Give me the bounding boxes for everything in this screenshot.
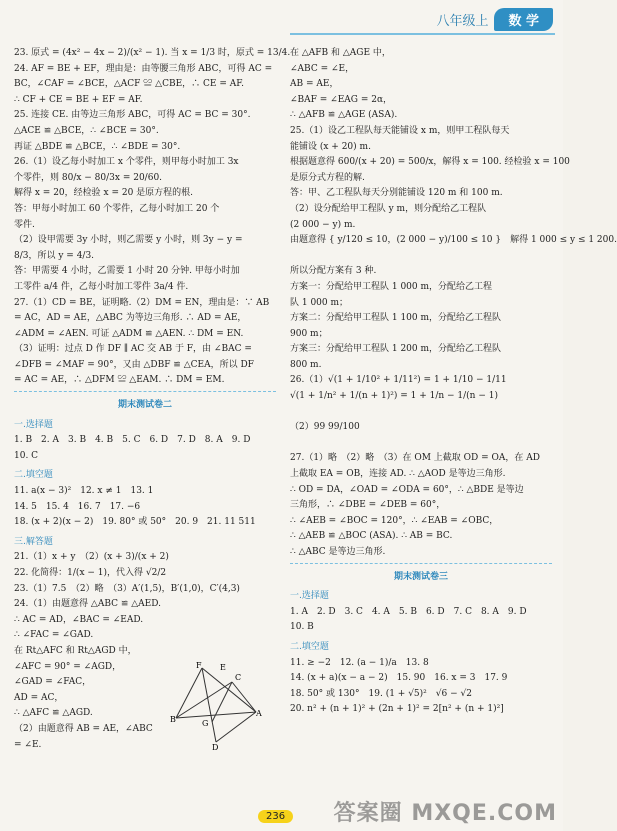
answer-line: 工零件 a/4 件，乙每小时加工零件 3a/4 件. [14,281,189,292]
answer-line: 队 1 000 m； [290,297,349,308]
answer-line: 三角形，∴ ∠DBE = ∠DEB = 60°， [290,500,446,511]
triangle-figure [172,660,262,750]
answer-line: （2）99 99/100 [290,422,360,433]
answer-line: ∴ △AFB ≌ △AGE (ASA). [290,110,398,121]
answer-line: ∠ADM = ∠AEN. 可证 △ADM ≌ △AEN. ∴ DM = EN. [14,328,244,339]
answer-line: √(1 + 1/n² + 1/(n + 1)²) = 1 + 1/n − 1/(n − 1) [290,391,498,402]
answer-line: 解得 x = 20，经检验 x = 20 是原方程的根. [14,188,194,199]
answer-line: 方案三：分配给甲工程队 1 200 m，分配给乙工程队 [290,344,502,355]
choice-answers-row2: 10. B [290,622,314,633]
choice-answers-row1: 1. B 2. A 3. B 4. B 5. C 6. D 7. D 8. A 9. D [14,435,251,446]
answer-line: BC，∠CAF = ∠BCE，△ACF ≌ △CBE，∴ CE = AF. [14,79,244,90]
watermark-logo: 答案圈 MXQE.COM [333,801,557,826]
answer-line: 11. ≥ −2 12. (a − 1)/a 13. 8 [290,657,429,668]
answer-line: 上截取 EA = OB，连接 AD. ∴ △AOD 是等边三角形. [290,469,506,480]
answer-line: 答：甲每小时加工 60 个零件，乙每小时加工 20 个 [14,203,220,214]
section-solve: 三.解答题 [14,536,53,547]
answer-line: 900 m； [290,328,328,339]
answer-line: （2）设分配给甲工程队 y m，则分配给乙工程队 [290,203,487,214]
answer-line: ∠ABC = ∠E， [290,63,355,74]
answer-line: ∠GAD = ∠FAC， [14,677,92,688]
answer-line: ∴ ∠FAC = ∠GAD. [14,630,94,641]
answer-line: 26.（1）√(1 + 1/10² + 1/11²) = 1 + 1/10 − 1/11 [290,375,507,386]
answer-line [290,249,552,265]
answer-line: 方案二：分配给甲工程队 1 100 m，分配给乙工程队 [290,313,502,324]
answer-line: 根据题意得 600/(x + 20) = 500/x，解得 x = 100. 经检验 x = 100 [290,157,570,168]
label-C: C [235,673,242,682]
label-F: F [196,661,202,670]
answer-line: 26.（1）设乙每小时加工 x 个零件，则甲每小时加工 3x [14,157,239,168]
answer-line: 在 △AFB 和 △AGE 中， [290,48,391,58]
answer-line: = AC = AE，∴ △DFM ≌ △EAM. ∴ DM = EM. [14,375,225,386]
answer-line: 答：甲需要 4 小时，乙需要 1 小时 20 分钟. 甲每小时加 [14,266,240,277]
answer-line: 在 Rt△AFC 和 Rt△AGD 中， [14,645,137,656]
answer-line: 再证 △BDE ≌ △BCE，∴ ∠BDE = 30°. [14,141,181,152]
answer-line: ∴ △AFC ≌ △AGD. [14,708,93,719]
answer-line: ∴ △AEB ≌ △BOC (ASA). ∴ AB = BC. [290,531,453,542]
label-E: E [220,663,226,672]
answer-line: 所以分配方案有 3 种. [290,266,377,277]
answer-line: ∴ △ABC 是等边三角形. [290,547,386,557]
label-B: B [170,715,176,724]
label-G: G [202,719,209,728]
answer-line: 方案一：分配给甲工程队 1 000 m，分配给乙工程 [290,281,493,292]
answer-line: 25. 连接 CE. 由等边三角形 ABC，可得 AC = BC = 30°. [14,110,251,121]
answer-line: 18. (x + 2)(x − 2) 19. 80° 或 50° 20. 9 21. 11 511 [14,517,256,528]
answer-line: 800 m. [290,359,322,370]
answer-line: 24.（1）由题意得 △ABC ≌ △AED. [14,599,161,610]
page-number: 236 [258,810,293,823]
answer-line: 27.（1）略 （2）略 （3）在 OM 上截取 OD = OA，在 AD [290,453,540,464]
answer-line: 24. AF = BE + EF，理由是：由等腰三角形 ABC，可得 AC = [14,63,273,74]
answer-line: ∴ AC = AD，∠BAC = ∠EAD. [14,614,144,625]
header-rule [290,33,555,35]
divider [14,391,276,392]
answer-line: ∠AFC = 90° = ∠AGD， [14,661,122,672]
answer-line [290,405,552,421]
answer-line: ∠BAF = ∠EAG = 2α， [290,94,393,105]
section-choice: 一.选择题 [290,591,329,602]
left-column [14,46,291,753]
answer-line: 21.（1）x + y （2）(x + 3)/(x + 2) [14,552,169,563]
answer-line: 由题意得 { y/120 ≤ 10，(2 000 − y)/100 ≤ 10 } 解得 1 000 ≤ y ≤ 1 200. [290,235,617,246]
subject-badge: 数 学 [494,8,553,31]
answer-line: 是原分式方程的解. [290,172,365,183]
answer-line: 11. a(x − 3)² 12. x ≠ 1 13. 1 [14,486,154,497]
answer-line: = AC，AD = AE，△ABC 为等边三角形. ∴ AD = AE， [14,313,247,324]
answer-line: 能铺设 (x + 20) m. [290,141,371,152]
answer-line: ∴ ∠AEB = ∠BOC = 120°，∴ ∠EAB = ∠OBC， [290,515,499,526]
label-A: A [256,709,262,718]
answer-line: AD = AC， [14,692,64,703]
fill-answers [14,484,276,531]
label-D: D [212,743,219,752]
answer-line: 23.（1）7.5 （2）略 （3）A′(1,5)，B′(1,0)，C′(4,3) [14,583,240,594]
section-fill: 二.填空题 [290,641,329,652]
exam2-title: 期末测试卷二 [117,400,172,411]
answer-line: ∴ CF + CE = BE + EF = AF. [14,94,143,105]
answer-line: ∠DFB = ∠MAF = 90°，又由 △DBF ≌ △CEA，所以 DF [14,359,254,370]
right-answer-lines [290,46,617,561]
exam3-title: 期末测试卷三 [393,571,448,582]
answer-line: 14. (x + a)(x − a − 2) 15. 90 16. x = 3 17. 9 [290,673,508,684]
answer-line: 个零件，则 80/x − 80/3x = 20/60. [14,172,163,183]
choice-answers-row1: 1. A 2. D 3. C 4. A 5. B 6. D 7. C 8. A 9. D [290,606,527,617]
answer-line: 18. 50° 或 130° 19. (1 + √5)² √6 − √2 [290,688,472,699]
answer-line: （2）设甲需要 3y 小时，则乙需要 y 小时，则 3y − y = [14,235,243,246]
answer-line: ∴ OD = DA，∠OAD = ∠ODA = 60°，∴ △BDE 是等边 [290,484,524,495]
answer-line: 27.（1）CD = BE，证明略.（2）DM = EN，理由是：∵ AB [14,297,270,308]
fill-answers [290,656,552,718]
answer-line: 8/3，所以 y = 4/3. [14,250,95,261]
grade-label: 八年级上 [436,13,489,29]
answer-line: 零件. [14,219,35,230]
answer-line: 23. 原式 = (4x² − 4x − 2)/(x² − 1). 当 x = 1/3 时，原式 = 13/4. [14,48,291,58]
answer-line: = ∠E. [14,739,42,750]
answer-line: 14. 5 15. 4 16. 7 17. −6 [14,501,141,512]
answer-line: （2）由题意得 AB = AE，∠ABC [14,723,153,734]
answer-line: 22. 化简得：1/(x − 1)，代入得 √2/2 [14,568,167,578]
section-choice: 一.选择题 [14,419,53,430]
section-fill: 二.填空题 [14,470,53,481]
right-column [290,46,617,718]
answer-line: 答：甲、乙工程队每天分别能铺设 120 m 和 100 m. [290,188,503,199]
answer-line: 20. n² + (n + 1)² + (2n + 1)² = 2[n² + (n + 1)²] [290,704,504,715]
page-header [436,6,553,32]
divider [290,563,552,564]
answer-line: （3）证明：过点 D 作 DF ∥ AC 交 AB 于 F，由 ∠BAC = [14,344,252,355]
choice-answers-row2: 10. C [14,450,39,461]
answer-line: 25.（1）设乙工程队每天能铺设 x m，则甲工程队每天 [290,125,510,136]
answer-line [290,436,552,452]
left-answer-lines [14,46,291,389]
answer-line: △ACE ≌ △BCE，∴ ∠BCE = 30°. [14,125,159,136]
answer-line: AB = AE， [290,79,339,90]
answer-line: (2 000 − y) m. [290,219,356,230]
